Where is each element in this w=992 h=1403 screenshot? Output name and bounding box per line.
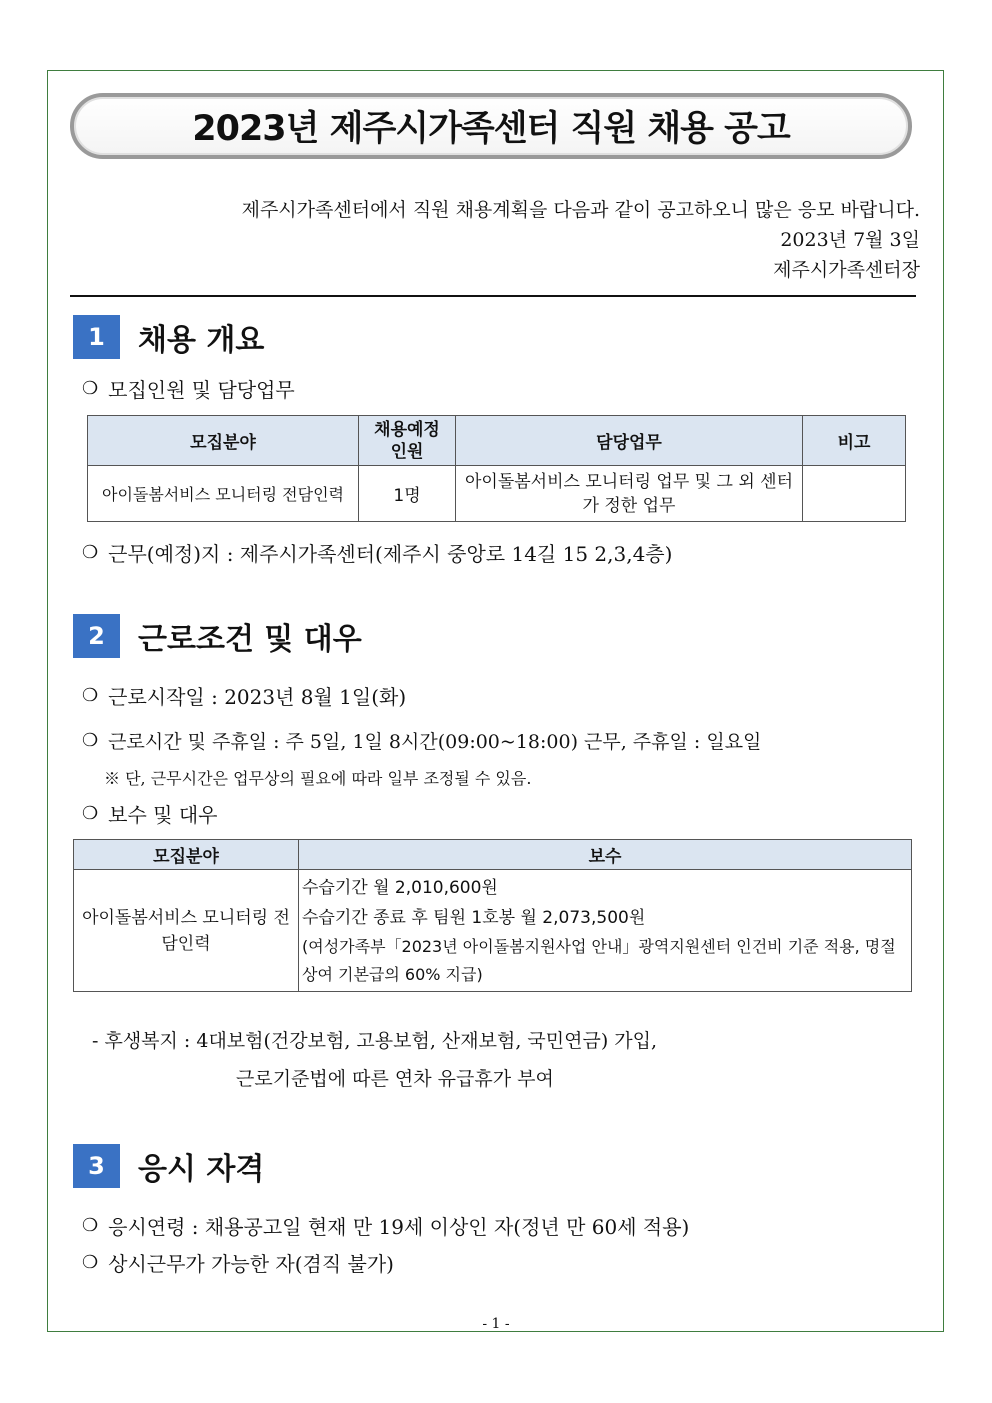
bullet-marker: ❍	[82, 1215, 99, 1236]
welfare-line-1: - 후생복지 : 4대보험(건강보험, 고용보험, 산재보험, 국민연금) 가입,	[92, 1030, 658, 1052]
cell-remarks	[803, 466, 906, 522]
cell-duties: 아이돌봄서비스 모니터링 업무 및 그 외 센터가 정한 업무	[456, 466, 803, 522]
pay-basis: (여성가족부「2023년 아이돌봄지원사업 안내」광역지원센터 인건비 기준 적용, 명절상여 기본급의 60% 지급)	[302, 936, 896, 984]
section-1-heading	[73, 315, 264, 359]
section-label: 응시 자격	[138, 1152, 265, 1187]
pay-table	[73, 839, 912, 992]
header-headcount: 채용예정 인원	[359, 416, 456, 466]
bullet-pay: ❍ 보수 및 대우	[82, 803, 218, 827]
pay-after-probation: 수습기간 종료 후 팀원 1호봉 월 2,073,500원	[302, 907, 646, 928]
announcement-date: 2023년 7월 3일	[780, 229, 920, 251]
signer: 제주시가족센터장	[773, 259, 920, 281]
bullet-marker: ❍	[82, 542, 99, 563]
header-remarks: 비고	[803, 416, 906, 466]
intro-text: 제주시가족센터에서 직원 채용계획을 다음과 같이 공고하오니 많은 응모 바랍니다.	[241, 199, 920, 221]
cell-field: 아이돌봄서비스 모니터링 전담인력	[74, 870, 299, 992]
divider	[70, 295, 916, 297]
bullet-marker: ❍	[82, 730, 99, 751]
section-2-heading	[73, 614, 362, 658]
title-banner	[70, 93, 912, 159]
header-field: 모집분야	[88, 416, 359, 466]
cell-pay	[299, 870, 912, 992]
section-number: 1	[73, 315, 120, 359]
bullet-workplace: ❍ 근무(예정)지 : 제주시가족센터(제주시 중앙로 14길 15 2,3,4층)	[82, 542, 673, 566]
header-pay: 보수	[299, 840, 912, 870]
bullet-age: ❍ 응시연령 : 채용공고일 현재 만 19세 이상인 자(정년 만 60세 적용)	[82, 1215, 690, 1239]
section-3-heading	[73, 1144, 264, 1188]
cell-field: 아이돌봄서비스 모니터링 전담인력	[88, 466, 359, 522]
bullet-start-date: ❍ 근로시작일 : 2023년 8월 1일(화)	[82, 685, 407, 709]
cell-headcount: 1명	[359, 466, 456, 522]
section-number: 3	[73, 1144, 120, 1188]
header-duties: 담당업무	[456, 416, 803, 466]
bullet-marker: ❍	[82, 685, 99, 706]
bullet-marker: ❍	[82, 803, 99, 824]
header-field: 모집분야	[74, 840, 299, 870]
bullet-recruit: ❍ 모집인원 및 담당업무	[82, 378, 295, 402]
section-number: 2	[73, 614, 120, 658]
recruit-table	[87, 415, 906, 522]
section-label: 채용 개요	[138, 323, 265, 358]
page-title: 2023년 제주시가족센터 직원 채용 공고	[192, 109, 790, 149]
bullet-work-hours: ❍ 근로시간 및 주휴일 : 주 5일, 1일 8시간(09:00~18:00) 근무, 주휴일 : 일요일	[82, 730, 762, 753]
bullet-marker: ❍	[82, 378, 99, 399]
section-label: 근로조건 및 대우	[138, 622, 362, 657]
page-number: - 1 -	[482, 1316, 510, 1332]
hours-note: ※ 단, 근무시간은 업무상의 필요에 따라 일부 조정될 수 있음.	[104, 769, 532, 788]
bullet-fulltime: ❍ 상시근무가 가능한 자(겸직 불가)	[82, 1252, 394, 1276]
welfare-line-2: 근로기준법에 따른 연차 유급휴가 부여	[236, 1068, 554, 1090]
bullet-marker: ❍	[82, 1252, 99, 1273]
pay-probation: 수습기간 월 2,010,600원	[302, 877, 498, 898]
